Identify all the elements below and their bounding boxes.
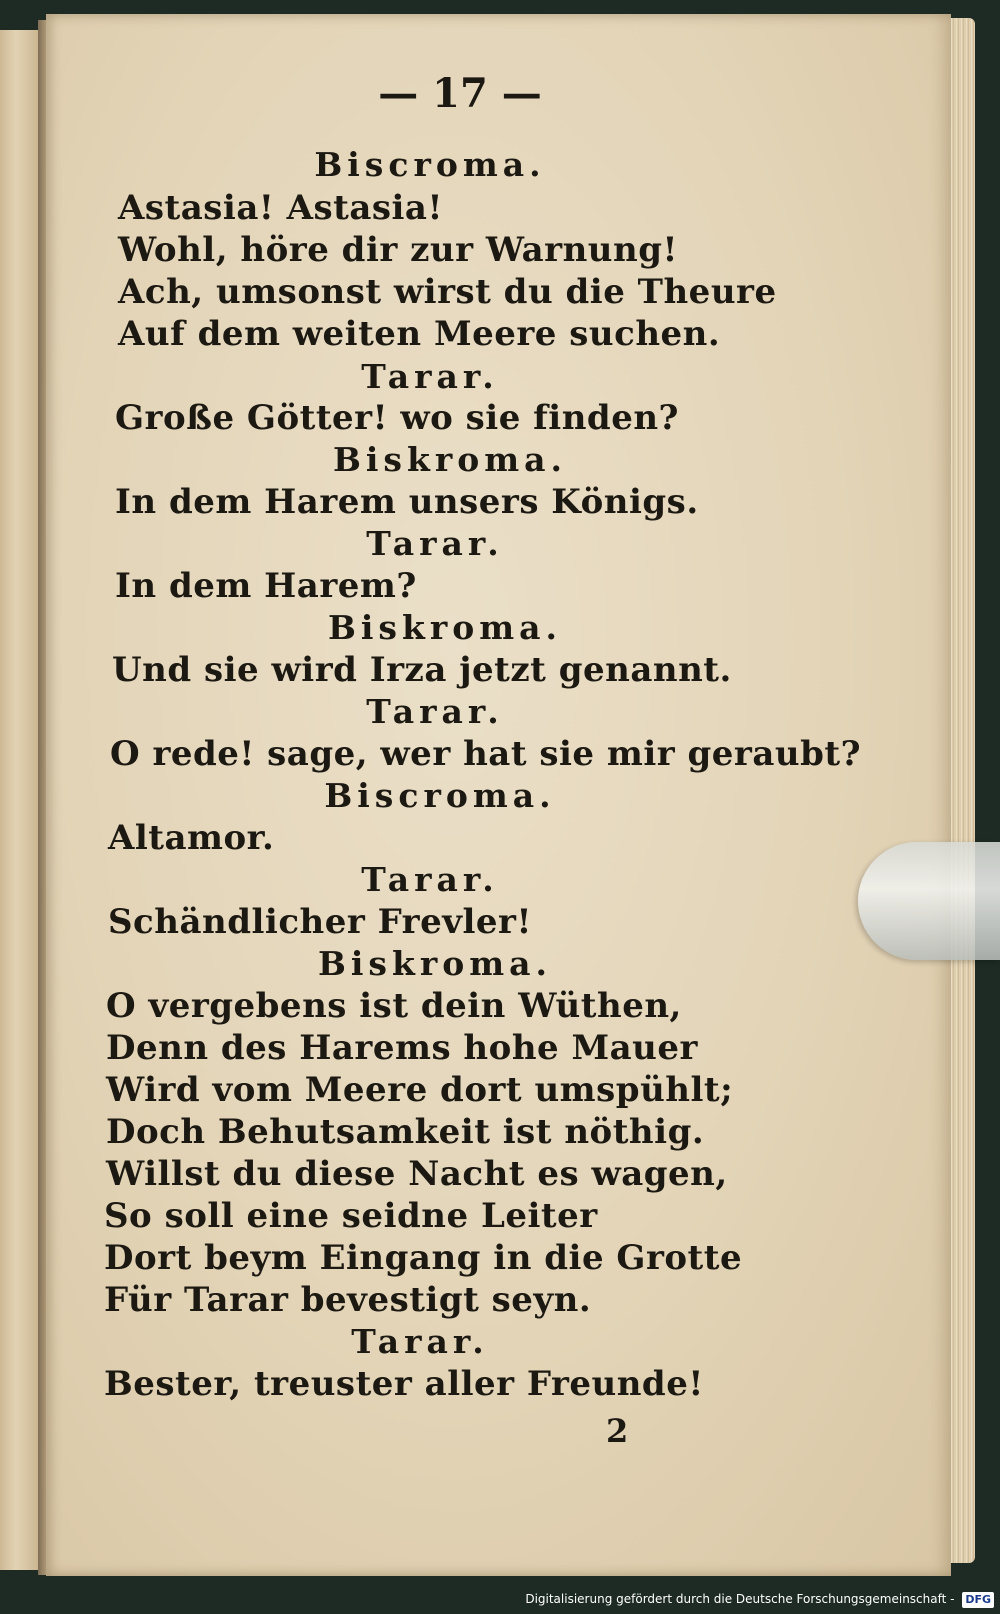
page-number: — 17 —	[378, 70, 542, 117]
speaker-name: Tarar.	[361, 357, 499, 396]
verse-line: Wohl, höre dir zur Warnung!	[118, 230, 678, 270]
transparent-page-clip	[858, 842, 1000, 960]
verse-line: O vergebens ist dein Wüthen,	[106, 986, 682, 1026]
verse-line: In dem Harem?	[115, 566, 417, 606]
verse-line: So soll eine seidne Leiter	[104, 1196, 598, 1236]
dfg-logo: DFG	[962, 1592, 994, 1608]
verse-line: Bester, treuster aller Freunde!	[104, 1364, 704, 1404]
verse-line: Altamor.	[108, 818, 275, 858]
speaker-name: Biscroma.	[324, 776, 556, 815]
verse-line: O rede! sage, wer hat sie mir geraubt?	[110, 734, 861, 774]
verse-line: Willst du diese Nacht es wagen,	[106, 1154, 728, 1194]
verse-line: Große Götter! wo sie finden?	[115, 398, 679, 438]
verse-line: Astasia! Astasia!	[118, 188, 443, 228]
speaker-name: Biskroma.	[317, 944, 553, 983]
verse-line: Dort beym Eingang in die Grotte	[104, 1238, 743, 1278]
speaker-name: Biscroma.	[314, 145, 546, 184]
speaker-name: Biskroma.	[332, 440, 568, 479]
verse-line: Wird vom Meere dort umspühlt;	[106, 1070, 734, 1110]
verse-line: Denn des Harems hohe Mauer	[106, 1028, 698, 1068]
verse-line: Schändlicher Frevler!	[108, 902, 532, 942]
credit-text: Digitalisierung gefördert durch die Deutsche Forschungsgemeinschaft -	[525, 1592, 955, 1606]
verse-line: Ach, umsonst wirst du die Theure	[118, 272, 777, 312]
speaker-name: Biskroma.	[327, 608, 563, 647]
verse-line: Für Tarar bevestigt seyn.	[104, 1280, 592, 1320]
speaker-name: Tarar.	[366, 692, 504, 731]
verse-line: Und sie wird Irza jetzt genannt.	[112, 650, 732, 690]
previous-page-edge	[0, 30, 40, 1570]
speaker-name: Tarar.	[366, 524, 504, 563]
verse-line: In dem Harem unsers Königs.	[115, 482, 699, 522]
speaker-name: Tarar.	[361, 860, 499, 899]
speaker-name: Tarar.	[351, 1322, 489, 1361]
digitization-credit	[525, 1588, 994, 1610]
verse-line: Auf dem weiten Meere suchen.	[118, 314, 721, 354]
signature-mark: 2	[606, 1412, 629, 1450]
verse-line: Doch Behutsamkeit ist nöthig.	[106, 1112, 705, 1152]
